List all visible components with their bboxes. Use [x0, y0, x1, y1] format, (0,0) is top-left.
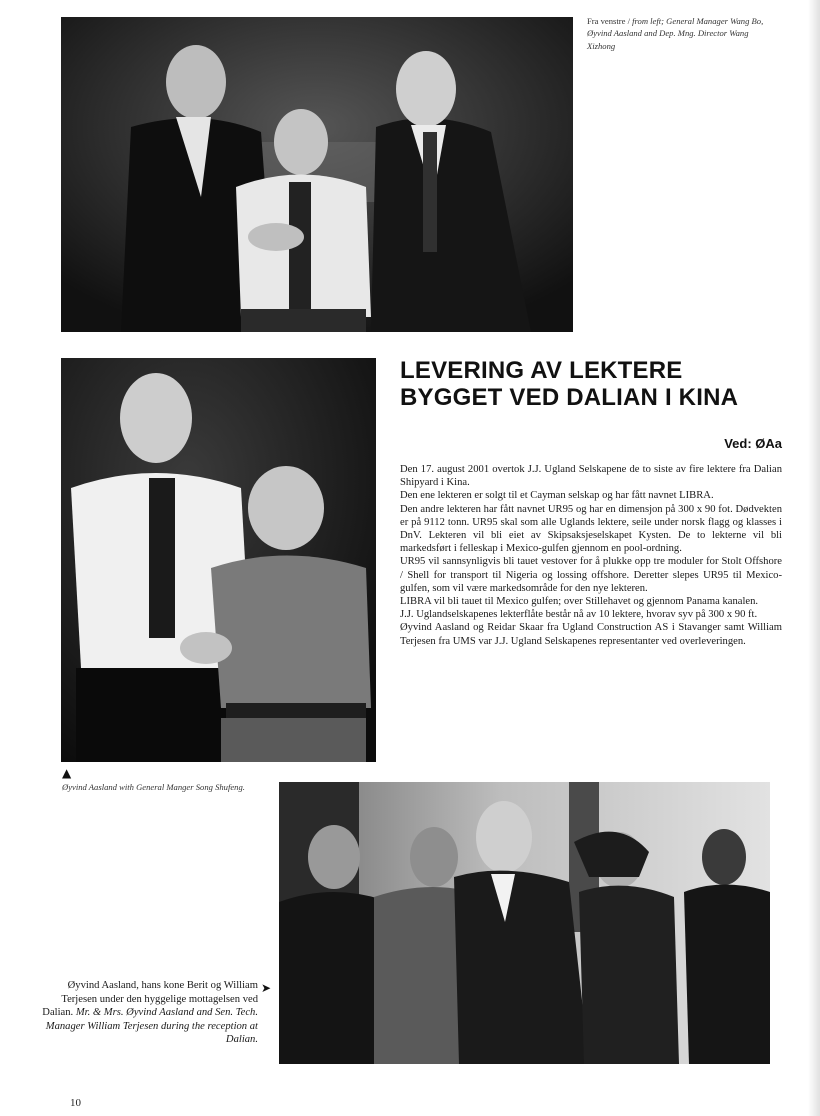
article-paragraph: Øyvind Aasland og Reidar Skaar fra Ugland Construction AS i Stavanger samt William Terjesen fra UMS var J.J. Ugland Selskapenes representanter ved overleveringen.	[400, 622, 782, 647]
article-paragraph: LIBRA vil bli tauet til Mexico gulfen; over Stillehavet og gjennom Panama kanalen.	[400, 596, 759, 608]
caption-top-lead-en: from left;	[632, 16, 665, 26]
article-paragraph: Den ene lekteren er solgt til et Cayman selskap og har fått navnet LIBRA.	[400, 490, 714, 502]
caption-top-text: General Manager Wang Bo, Øyvind Aasland and Dep. Mng. Director Wang Xizhong	[587, 16, 764, 51]
page-gutter-shadow	[808, 0, 820, 1116]
photo-three-men-handshake	[61, 17, 573, 332]
caption-middle-photo	[62, 781, 262, 793]
article-paragraph: Den andre lekteren har fått navnet UR95 og har en dimensjon på 300 x 90 fot. Dødvekten er på 9112 tonn. UR95 skal som alle Uglands lektere, seile under norsk flagg og klasses i DnV. Lekteren vil bli eiet av Skipsaksjeselskapet Kysten. De to lekterne vil bli markedsført i felleskap i Mexico-gulfen gjennom en pool-ordning.	[400, 503, 782, 555]
page-number: 10	[70, 1097, 81, 1109]
photo-two-men-image	[61, 358, 376, 762]
arrow-up-icon: ▲	[62, 766, 72, 780]
article-body	[400, 463, 782, 648]
caption-bottom-norwegian: Øyvind Aasland, hans kone Berit og William Terjesen under den hyggelige mottagelsen ved Dalian.	[42, 980, 258, 1019]
photo-reception-group	[279, 782, 770, 1064]
photo-reception-image	[279, 782, 770, 1064]
article-headline: LEVERING AV LEKTERE BYGGET VED DALIAN I KINA	[400, 357, 739, 411]
arrow-right-icon: ➤	[261, 981, 272, 995]
caption-top-lead: Fra venstre /	[587, 16, 633, 26]
photo-three-men-image	[61, 17, 573, 332]
article-byline: Ved: ØAa	[724, 436, 782, 451]
article-paragraph: J.J. Uglandselskapenes lekterflåte består nå av 10 lektere, hvorav syv på 300 x 90 ft.	[400, 609, 758, 621]
photo-two-men-handshake	[61, 358, 376, 762]
caption-bottom-photo	[40, 979, 258, 1047]
article-paragraph: Den 17. august 2001 overtok J.J. Ugland Selskapene de to siste av fire lektere fra Dalian Shipyard i Kina.	[400, 464, 782, 489]
article-paragraph: UR95 vil sannsynligvis bli tauet vestover for å plukke opp tre moduler for Stolt Offshore / Shell for transport til Nigeria og lossing offshore. Deretter slepes UR95 til Mexico-gulfen, som vil være markedsområde for den nye lekteren.	[400, 556, 782, 594]
caption-middle-text: Øyvind Aasland with General Manger Song Shufeng.	[62, 782, 245, 792]
caption-bottom-english: Mr. & Mrs. Øyvind Aasland and Sen. Tech. Manager William Terjesen during the reception at Dalian.	[45, 1007, 258, 1046]
caption-top-photo	[587, 15, 772, 52]
